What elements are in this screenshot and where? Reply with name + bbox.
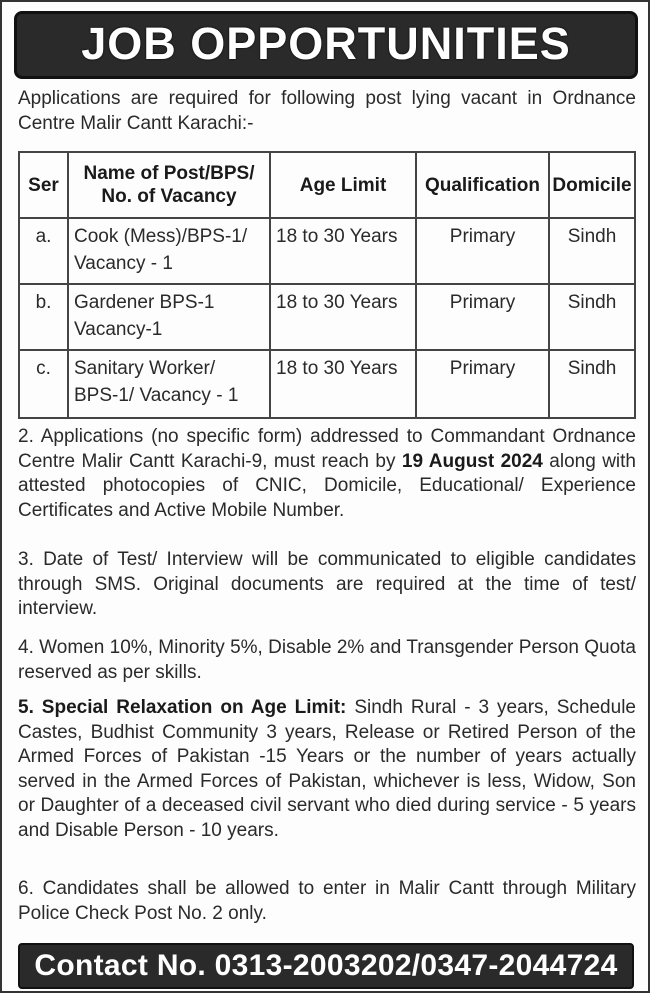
vacancy-table [18,151,636,419]
row-domicile: Sindh [549,284,635,350]
table-row [19,218,635,284]
age-relaxation-heading: 5. Special Relaxation on Age Limit: [18,697,347,718]
age-relaxation-text: Sindh Rural - 3 years, Schedule Castes, Budhist Community 3 years, Release or Retired Person of the Armed Forces of Pakistan -15 Years or the number of years actually served in the Armed Forces of Pakistan, whichever is less, Widow, Son or Daughter of a deceased civil servant who died during service - 5 years and Disable Person - 10 years. [18,697,636,841]
row-ser: b. [19,284,68,350]
header-ser: Ser [19,152,68,218]
page-title: JOB OPPORTUNITIES [14,11,638,79]
row-domicile: Sindh [549,218,635,284]
deadline-date: 19 August 2024 [401,450,543,472]
row-age-limit: 18 to 30 Years [270,284,416,350]
application-deadline-paragraph [18,425,636,523]
entry-paragraph: 6. Candidates shall be allowed to enter in Malir Cantt through Military Police Check Post No. 2 only. [18,878,636,924]
header-age-limit: Age Limit [270,152,416,218]
row-qualification: Primary [416,218,549,284]
row-age-limit: 18 to 30 Years [270,218,416,284]
row-post-name: Cook (Mess)/BPS-1/ Vacancy - 1 [68,218,270,284]
header-domicile: Domicile [549,152,635,218]
test-interview-paragraph: 3. Date of Test/ Interview will be communicated to eligible candidates through SMS. Original documents are required at the time of test/ interview. [18,549,636,620]
row-age-limit: 18 to 30 Years [270,350,416,418]
row-qualification: Primary [416,350,549,418]
row-domicile: Sindh [549,350,635,418]
age-relaxation-paragraph [18,696,636,844]
table-row [19,350,635,418]
contact-banner: Contact No. 0313-2003202/0347-2044724 [18,943,634,989]
table-header-row [19,152,635,218]
row-post-name: Gardener BPS-1 Vacancy-1 [68,284,270,350]
row-qualification: Primary [416,284,549,350]
header-qualification: Qualification [416,152,549,218]
para2-text-after: along with attested photocopies of CNIC, Domicile, Educational/ Experience Certificates and Active Mobile Number. [18,450,636,521]
row-ser: a. [19,218,68,284]
row-ser: c. [19,350,68,418]
para2-text-before: 2. Applications (no specific form) addressed to Commandant Ordnance Centre Malir Cantt Karachi-9, must reach by [18,426,636,472]
header-name-of-post: Name of Post/BPS/ No. of Vacancy [68,152,270,218]
intro-paragraph: Applications are required for following post lying vacant in Ordnance Centre Malir Cantt Karachi:- [18,88,636,134]
quota-paragraph: 4. Women 10%, Minority 5%, Disable 2% and Transgender Person Quota reserved as per skills. [18,637,636,683]
table-row [19,284,635,350]
row-post-name: Sanitary Worker/ BPS-1/ Vacancy - 1 [68,350,270,418]
